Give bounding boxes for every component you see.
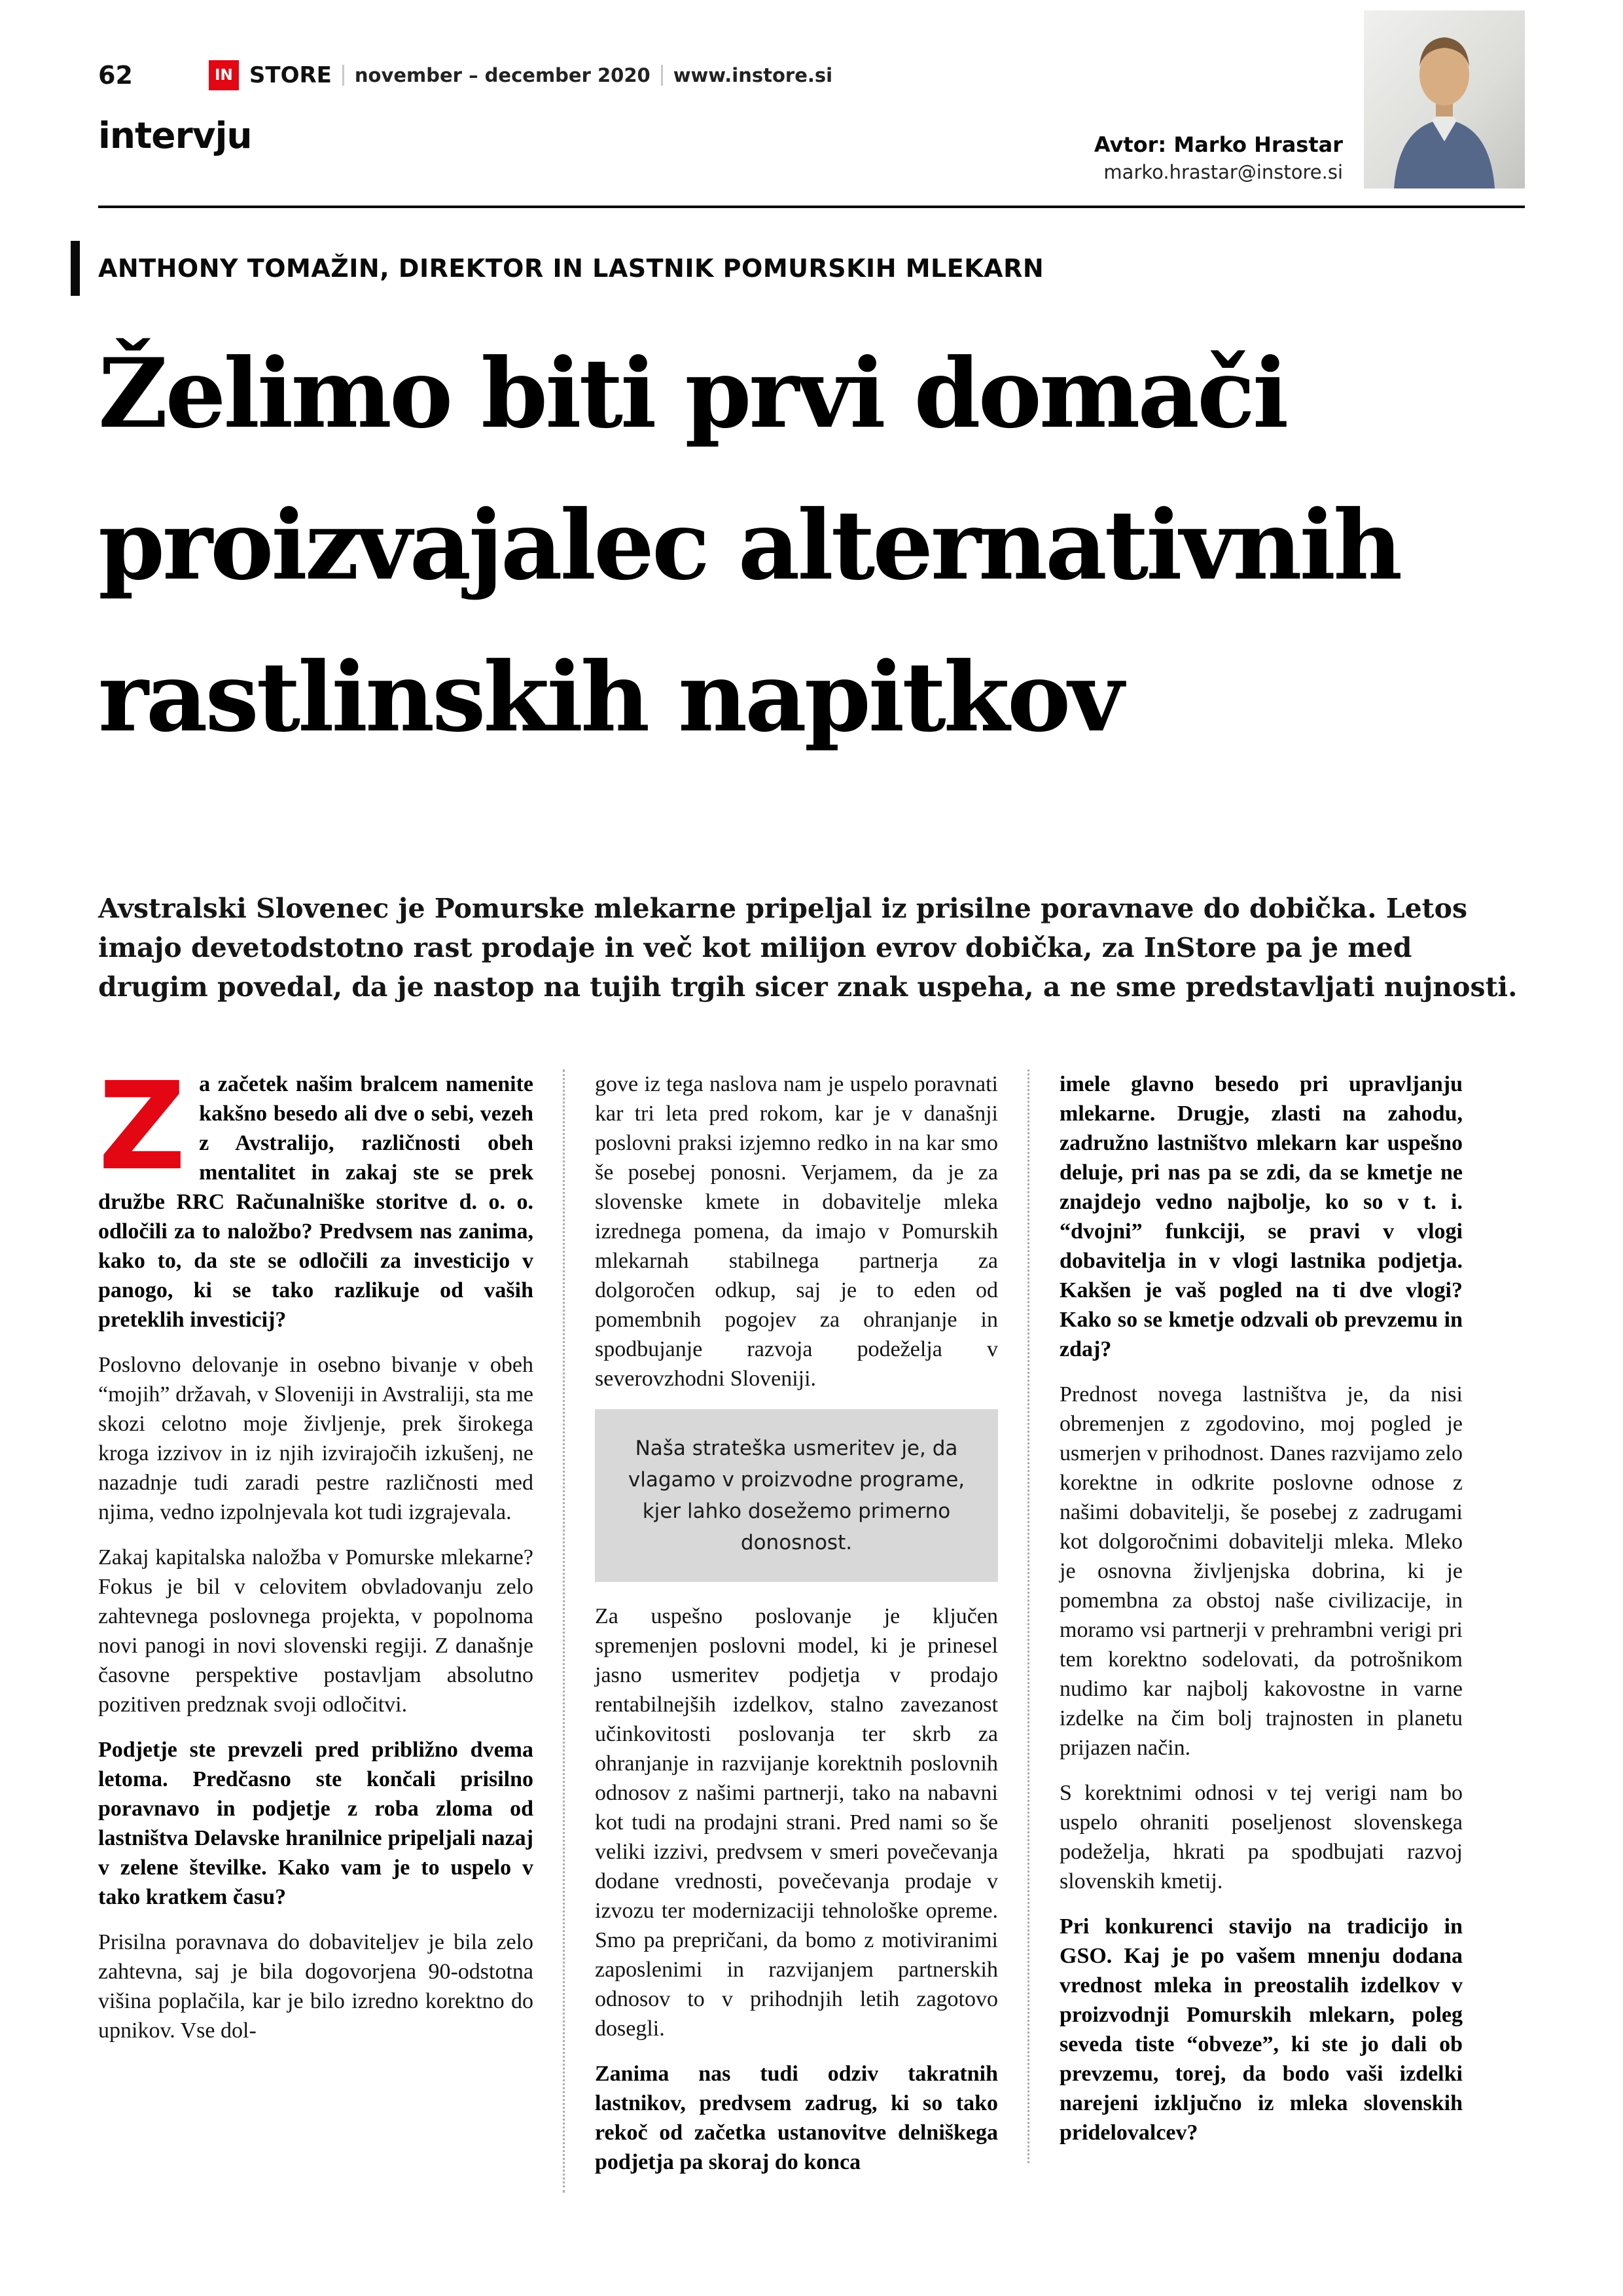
page-number: 62 [98,61,133,90]
question-text: a začetek našim bralcem namenite kakšno besedo ali dve o sebi, vezeh z Avstralijo, različnosti obeh mentalitet in zakaj ste se prek družbe RRC Računalniške storitve d. o. o. odločili za to naložbo? Predvsem nas zanima, kako to, da ste se odločili za investicijo v panogo, ki se tako razlikuje od vaših preteklih investicij? [98,1072,533,1332]
kicker-bar [71,241,80,296]
interview-question: Pri konkurenci stavijo na tradicijo in GSO. Kaj je po vašem mnenju dodana vrednost mleka in preostalih izdelkov v proizvodnji Pomurskih mlekarn, poleg seveda tiste “obveze”, ki ste jo dali ob prevzemu, torej, da bodo vaši izdelki narejeni izključno iz mleka slovenskih pridelovalcev? [1060,1914,1463,2145]
interview-answer: Poslovno delovanje in osebno bivanje v obeh “mojih” državah, v Sloveniji in Avstraliji, sta me skozi celotno moje življenje, prek širokega kroga izzivov in iz njih izvirajočih izkušenj, ne nazadnje tudi zaradi pestre različnosti med njima, vedno izpolnjevala kot tudi izgrajevala. [98,1353,533,1524]
magazine-name: STORE [249,62,332,88]
interview-question: Zanima nas tudi odziv takratnih lastnikov, predvsem zadrug, ki so tako rekoč od začetka ustanovitve delniškega podjetja pa skoraj do konca [595,2062,998,2174]
interview-question-continued: imele glavno besedo pri upravljanju mlekarne. Drugje, zlasti na zahodu, zadružno lastništvo mlekarn kar uspešno deluje, pri nas pa se zdi, da se kmetje ne znajdejo vedno najbolje, ko so v t. i. “dvojni” funkciji, se pravi v vlogi dobavitelja in v vlogi lastnika podjetja. Kakšen je vaš pogled na ti dve vlogi? Kako so se kmetje odzvali ob prevzemu in zdaj? [1060,1072,1463,1361]
headline-line-1: Želimo biti prvi domači [98,338,1287,450]
headline-line-3: rastlinskih napitkov [98,641,1122,753]
article-body [98,1056,1525,2193]
kicker-text: ANTHONY TOMAŽIN, DIREKTOR IN LASTNIK POMURSKIH MLEKARN [98,254,1044,283]
author-block [1094,132,1343,183]
drop-cap: Z [98,1056,187,1197]
interview-question: Podjetje ste prevzeli pred približno dvema letoma. Predčasno ste končali prisilno poravnavo in podjetje z roba zloma od lastništva Delavske hranilnice pripeljali nazaj v zelene številke. Kako vam je to uspelo v tako kratkem času? [98,1738,533,1909]
author-name: Avtor: Marko Hrastar [1094,132,1343,157]
instore-logo [209,60,832,90]
instore-logo-icon: IN [209,60,239,90]
top-bar [98,59,1525,92]
interview-answer: Prednost novega lastništva je, da nisi obremenjen z zgodovino, moj pogled je usmerjen v prihodnost. Danes razvijamo zelo korektne in odkrite poslovne odnose z našimi dobavitelji, še posebej z zadrugami kot dolgoročnimi dobavitelji mleka. Mleko je osnovna življenjska dobrina, ki je pomembna za obstoj naše civilizacije, in moramo vsi partnerji v prehrambni verigi pri tem korektno sodelovati, da potrošnikom nudimo kar najbolj kakovostne in varne izdelke na čim bolj trajnosten in planetu prijazen način. [1060,1382,1463,1760]
article-kicker [71,241,1525,296]
interview-question [98,1056,533,1335]
column-2 [563,1069,998,2193]
section-title: intervju [98,115,252,156]
header-rule [98,206,1525,208]
issue-date: november – december 2020 [354,64,651,86]
separator-bar [661,65,663,86]
interview-answer: gove iz tega naslova nam je uspelo poravnati kar tri leta pred rokom, kar je v današnji poslovni praksi izjemno redko in na kar smo še posebej ponosni. Verjamem, da je za slovenske kmete in dobavitelje mleka izrednega pomena, da imajo v Pomurskih mlekarnah stabilnega partnerja za dolgoročen odkup, saj je to eden od pomembnih pogojev za ohranjanje in spodbujanje razvoja podeželja v severovzhodni Sloveniji. [595,1072,998,1391]
pull-quote: Naša strateška usmeritev je, da vlagamo v proizvodne programe, kjer lahko dosežemo primerno donosnost. [595,1409,998,1582]
interview-answer: Zakaj kapitalska naložba v Pomurske mlekarne? Fokus je bil v celovitem obvladovanju zelo zahtevnega poslovnega projekta, v popolnoma novi panogi in novi slovenski regiji. Z današnje časovne perspektive postavljam absolutno pozitiven predznak svoji odločitvi. [98,1545,533,1717]
separator-bar [342,65,344,86]
interview-answer: S korektnimi odnosi v tej verigi nam bo uspelo ohraniti poseljenost slovenskega podeželja, hkrati pa spodbujati razvoj slovenskih kmetij. [1060,1781,1463,1893]
article-headline [98,318,1525,774]
column-3 [1027,1069,1463,2163]
headline-line-2: proizvajalec alternativnih [98,490,1400,601]
article-lead: Avstralski Slovenec je Pomurske mlekarne pripeljal iz prisilne poravnave do dobička. Letos imajo devetodstotno rast prodaje in več kot milijon evrov dobička, za InStore pa je med drugim povedal, da je nastop na tujih trgih sicer znak uspeha, a ne sme predstavljati nujnosti. [98,893,1518,1003]
interview-answer: Prisilna poravnava do dobaviteljev je bila zelo zahtevna, saj je bila dogovorjena 90-odstotna višina poplačila, kar je bilo izredno korektno do upnikov. Vse dol- [98,1930,533,2043]
interview-answer: Za uspešno poslovanje je ključen spremenjen poslovni model, ki je prinesel jasno usmeritev podjetja v prodajo rentabilnejših izdelkov, stalno zavezanost učinkovitosti poslovanja ter skrb za ohranjanje in razvijanje korektnih poslovnih odnosov z našimi partnerji, tako na nabavni kot tudi na prodajni strani. Pred nami so še veliki izzivi, predvsem v smeri povečevanja dodane vrednosti, povečevanja prodaje v izvozu ter modernizaciji tehnološke opreme. Smo pa prepričani, da bomo z motiviranimi zaposlenimi in razvijanjem partnerskih odnosov to v prihodnjih letih zagotovo dosegli. [595,1604,998,2041]
person-portrait-icon [1364,10,1525,188]
author-photo [1364,10,1525,188]
website-link[interactable]: www.instore.si [673,64,833,86]
author-email[interactable]: marko.hrastar@instore.si [1103,161,1343,183]
column-1 [98,1056,533,2061]
